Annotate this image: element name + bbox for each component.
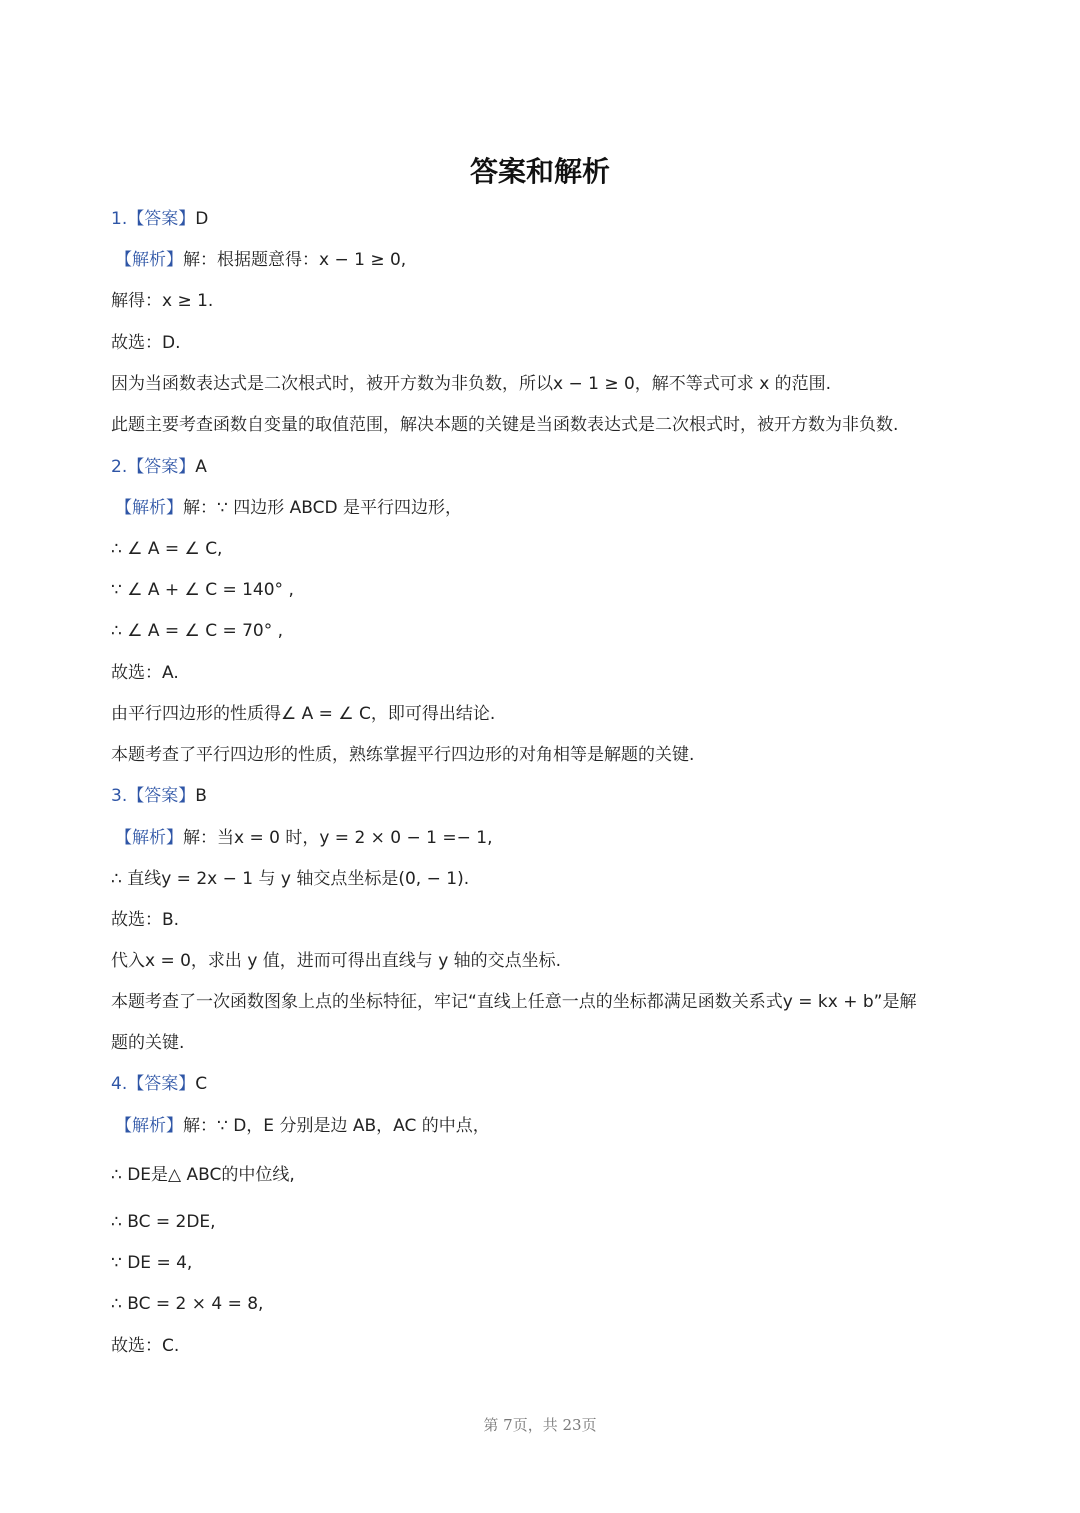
- text-line: 因为当函数表达式是二次根式时，被开方数为非负数，所以x − 1 ≥ 0，解不等式可求 x 的范围.: [111, 374, 832, 394]
- answer-text: C: [195, 1074, 208, 1094]
- analysis-tag: 【解析】: [115, 1116, 183, 1136]
- analysis-text: 解：∵ D，E 分别是边 AB，AC 的中点，: [183, 1116, 490, 1136]
- answer-tag: 1.【答案】: [111, 209, 196, 229]
- answer-text: B: [195, 786, 207, 806]
- answer-line: [111, 207, 208, 231]
- text-line: 代入x = 0，求出 y 值，进而可得出直线与 y 轴的交点坐标.: [111, 951, 562, 971]
- analysis-line: [115, 826, 493, 850]
- text-line: ∵ ∠ A + ∠ C = 140° ,: [111, 580, 294, 600]
- answer-line: [111, 784, 207, 808]
- analysis-text: 解：∵ 四边形 ABCD 是平行四边形，: [183, 498, 462, 518]
- text-line: 故选：C.: [111, 1336, 180, 1356]
- text-line: ∵ DE = 4,: [111, 1253, 193, 1273]
- analysis-line: [115, 496, 462, 520]
- text-line: ∴ ∠ A = ∠ C,: [111, 539, 223, 559]
- analysis-line: [115, 1114, 490, 1138]
- answer-line: [111, 455, 207, 479]
- text-line: 本题考查了平行四边形的性质，熟练掌握平行四边形的对角相等是解题的关键.: [111, 745, 695, 765]
- text-line: ∴ BC = 2 × 4 = 8,: [111, 1294, 264, 1314]
- text-line: 本题考查了一次函数图象上点的坐标特征，牢记“直线上任意一点的坐标都满足函数关系式y = kx + b”是解: [111, 992, 917, 1012]
- text-line: 题的关键.: [111, 1033, 185, 1053]
- analysis-tag: 【解析】: [115, 498, 183, 518]
- text-line: 故选：B.: [111, 910, 180, 930]
- text-line: 解得：x ≥ 1.: [111, 291, 214, 311]
- analysis-tag: 【解析】: [115, 828, 183, 848]
- text-line: 此题主要考查函数自变量的取值范围，解决本题的关键是当函数表达式是二次根式时，被开方数为非负数.: [111, 415, 899, 435]
- analysis-tag: 【解析】: [115, 250, 183, 270]
- answer-tag: 4.【答案】: [111, 1074, 196, 1094]
- analysis-text: 解：当x = 0 时，y = 2 × 0 − 1 =− 1,: [183, 828, 493, 848]
- answer-tag: 3.【答案】: [111, 786, 196, 806]
- page-title: 答案和解析: [469, 155, 610, 188]
- text-line: ∴ 直线y = 2x − 1 与 y 轴交点坐标是(0, − 1).: [111, 869, 470, 889]
- analysis-text: 解：根据题意得：x − 1 ≥ 0,: [183, 250, 407, 270]
- text-line: ∴ DE是△ ABC的中位线,: [111, 1165, 295, 1185]
- text-line: 故选：A.: [111, 663, 179, 683]
- text-line: 故选：D.: [111, 333, 181, 353]
- text-line: 由平行四边形的性质得∠ A = ∠ C，即可得出结论.: [111, 704, 496, 724]
- page-number: 第 7页，共 23页: [483, 1416, 597, 1434]
- answer-tag: 2.【答案】: [111, 457, 196, 477]
- answer-text: D: [195, 209, 209, 229]
- answer-line: [111, 1072, 207, 1096]
- analysis-line: [115, 248, 406, 272]
- answer-text: A: [195, 457, 207, 477]
- text-line: ∴ ∠ A = ∠ C = 70° ,: [111, 621, 284, 641]
- text-line: ∴ BC = 2DE,: [111, 1212, 216, 1232]
